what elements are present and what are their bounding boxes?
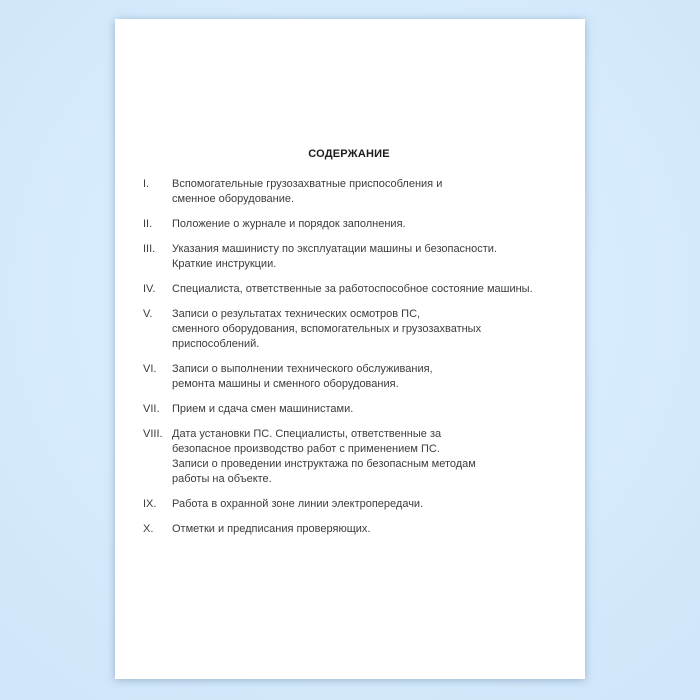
toc-item-text bbox=[172, 362, 555, 392]
toc-item-numeral: VII. bbox=[143, 403, 160, 415]
toc-item-numeral: IV. bbox=[143, 283, 156, 295]
toc-item-text bbox=[172, 522, 555, 537]
toc-item bbox=[143, 217, 555, 232]
toc-item-numeral: I. bbox=[143, 178, 150, 190]
toc-item-line: Указания машинисту по эксплуатации машины и безопасности. bbox=[172, 243, 497, 255]
toc-item bbox=[143, 282, 555, 297]
toc-item-text bbox=[172, 497, 555, 512]
toc-item-numeral: X. bbox=[143, 523, 154, 535]
toc-item-text bbox=[172, 402, 555, 417]
toc-item bbox=[143, 177, 555, 207]
toc-item bbox=[143, 307, 555, 352]
toc-item-numeral: IX. bbox=[143, 498, 157, 510]
toc-item-line: Работа в охранной зоне линии электропередачи. bbox=[172, 498, 424, 510]
toc-item-numeral: VIII. bbox=[143, 428, 163, 440]
toc-item-numeral: VI. bbox=[143, 363, 157, 375]
toc-item-text bbox=[172, 217, 555, 232]
toc-item-line: Записи о проведении инструктажа по безопасным методам bbox=[172, 458, 476, 470]
toc-item-text bbox=[172, 242, 555, 272]
toc-item-text bbox=[172, 307, 555, 352]
toc-item-line: Дата установки ПС. Специалисты, ответственные за bbox=[172, 428, 442, 440]
document-page bbox=[115, 19, 585, 679]
toc-item-line: Вспомогательные грузозахватные приспособления и bbox=[172, 178, 443, 190]
toc-item-line: Положение о журнале и порядок заполнения. bbox=[172, 218, 406, 230]
toc-list bbox=[143, 177, 555, 537]
page-title: СОДЕРЖАНИЕ bbox=[308, 148, 390, 160]
toc-item-text bbox=[172, 282, 555, 297]
toc-item-line: приспособлений. bbox=[172, 338, 260, 350]
toc-item bbox=[143, 402, 555, 417]
toc-item-line: сменного оборудования, вспомогательных и грузозахватных bbox=[172, 323, 482, 335]
toc-item bbox=[143, 427, 555, 487]
toc-item-line: Отметки и предписания проверяющих. bbox=[172, 523, 371, 535]
toc-item bbox=[143, 362, 555, 392]
toc-item-numeral: V. bbox=[143, 308, 153, 320]
toc-item-text bbox=[172, 427, 555, 487]
toc-item-line: работы на объекте. bbox=[172, 473, 272, 485]
toc-item-line: Прием и сдача смен машинистами. bbox=[172, 403, 354, 415]
toc-item-line: Краткие инструкции. bbox=[172, 258, 277, 270]
toc-item-line: Записи о выполнении технического обслуживания, bbox=[172, 363, 433, 375]
toc-item bbox=[143, 497, 555, 512]
toc-item-numeral: II. bbox=[143, 218, 153, 230]
toc-item-line: Записи о результатах технических осмотров ПС, bbox=[172, 308, 421, 320]
toc-item-text bbox=[172, 177, 555, 207]
toc-item-line: сменное оборудование. bbox=[172, 193, 295, 205]
toc-item-line: безопасное производство работ с применением ПС. bbox=[172, 443, 440, 455]
toc-item-line: ремонта машины и сменного оборудования. bbox=[172, 378, 399, 390]
toc-item-numeral: III. bbox=[143, 243, 156, 255]
toc-item bbox=[143, 242, 555, 272]
toc-item-line: Специалиста, ответственные за работоспособное состояние машины. bbox=[172, 283, 533, 295]
toc-item bbox=[143, 522, 555, 537]
